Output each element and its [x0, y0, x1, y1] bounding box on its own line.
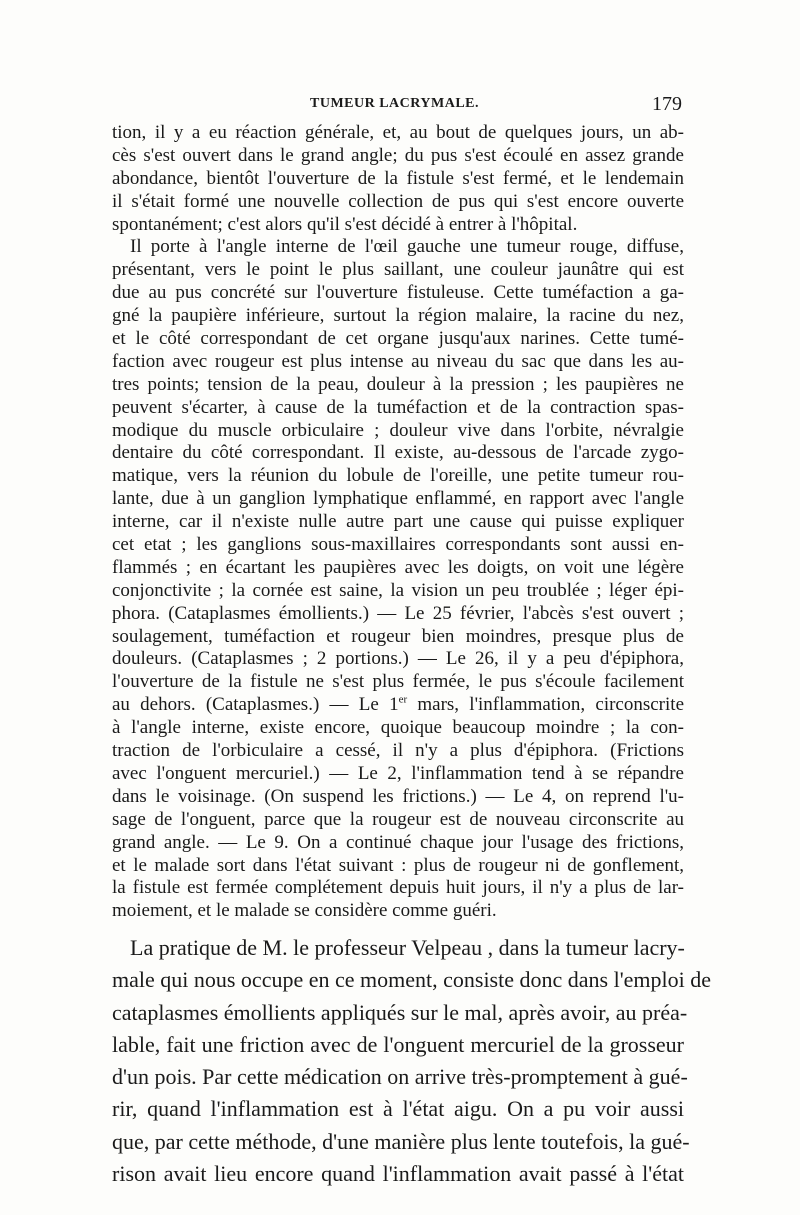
- text-line: modique du muscle orbiculaire ; douleur vive dans l'orbite, névralgie: [112, 419, 684, 441]
- text-line: et le côté correspondant de cet organe jusqu'aux narines. Cette tumé-: [112, 328, 684, 350]
- text-line: cataplasmes émollients appliqués sur le mal, après avoir, au préa-: [112, 999, 688, 1025]
- page-number: 179: [652, 93, 682, 115]
- text-line: douleurs. (Cataplasmes ; 2 portions.) — Le 26, il y a peu d'épiphora,: [112, 648, 684, 670]
- text-fragment: mars, l'inflammation, circonscrite: [407, 694, 684, 716]
- text-line: soulagement, tuméfaction et rougeur bien moindres, presque plus de: [112, 625, 684, 647]
- text-line: cès s'est ouvert dans le grand angle; du pus s'est écoulé en assez grande: [112, 144, 684, 166]
- text-line: matique, vers la réunion du lobule de l'oreille, une petite tumeur rou-: [112, 465, 684, 487]
- text-line: tres points; tension de la peau, douleur à la pression ; les paupières ne: [112, 373, 684, 395]
- case-report-text: [112, 122, 684, 923]
- text-line: rison avait lieu encore quand l'inflammation avait passé à l'état: [112, 1161, 684, 1187]
- text-line: peuvent s'écarter, à cause de la tuméfaction et de la contraction spas-: [112, 396, 684, 418]
- text-line: dentaire du côté correspondant. Il existe, au-dessous de l'arcade zygo-: [112, 442, 684, 464]
- text-line: gné la paupière inférieure, surtout la région malaire, la racine du nez,: [112, 305, 684, 327]
- text-line: faction avec rougeur est plus intense au niveau du sac que dans les au-: [112, 350, 684, 372]
- text-line: grand angle. — Le 9. On a continué chaque jour l'usage des frictions,: [112, 831, 684, 853]
- text-line: que, par cette méthode, d'une manière plus lente toutefois, la gué-: [112, 1128, 690, 1154]
- page-header: [112, 93, 682, 120]
- text-line: sage de l'onguent, parce que la rougeur est de nouveau circonscrite au: [112, 808, 684, 830]
- text-line: dans le voisinage. (On suspend les frictions.) — Le 4, on reprend l'u-: [112, 785, 684, 807]
- text-line: avec l'onguent mercuriel.) — Le 2, l'inflammation tend à se répandre: [112, 762, 684, 784]
- text-line: flammés ; en écartant les paupières avec les doigts, on voit une légère: [112, 556, 684, 578]
- text-line: la fistule est fermée complétement depuis huit jours, il n'y a plus de lar-: [112, 877, 684, 899]
- text-line: rir, quand l'inflammation est à l'état aigu. On a pu voir aussi: [112, 1096, 684, 1122]
- text-line: male qui nous occupe en ce moment, consiste donc dans l'emploi de: [112, 967, 712, 993]
- text-line: tion, il y a eu réaction générale, et, au bout de quelques jours, un ab-: [112, 122, 684, 143]
- text-line: moiement, et le malade se considère comme guéri.: [112, 900, 497, 922]
- text-fragment: au dehors. (Cataplasmes.) — Le 1: [112, 694, 399, 716]
- text-line: conjonctivite ; la cornée est saine, la vision un peu troublée ; léger épi-: [112, 579, 684, 601]
- text-line: traction de l'orbiculaire a cessé, il n'y a plus d'épiphora. (Frictions: [112, 740, 684, 762]
- text-line: due au pus concrété sur l'ouverture fistuleuse. Cette tuméfaction a ga-: [112, 282, 684, 304]
- text-line: abondance, bientôt l'ouverture de la fistule s'est fermé, et le lendemain: [112, 167, 684, 189]
- text-line: lante, due à un ganglion lymphatique enflammé, en rapport avec l'angle: [112, 488, 684, 510]
- text-line: d'un pois. Par cette médication on arrive très-promptement à gué-: [112, 1064, 688, 1090]
- text-line: à l'angle interne, existe encore, quoique beaucoup moindre ; la con-: [112, 717, 684, 739]
- text-line: [112, 694, 684, 717]
- text-line: interne, car il n'existe nulle autre part une cause qui puisse expliquer: [112, 511, 684, 533]
- text-line: spontanément; c'est alors qu'il s'est décidé à entrer à l'hôpital.: [112, 213, 578, 235]
- text-line: cet etat ; les ganglions sous-maxillaires correspondants sont aussi en-: [112, 534, 684, 556]
- running-title: TUMEUR LACRYMALE.: [310, 96, 480, 111]
- superscript: er: [398, 693, 408, 706]
- text-line: phora. (Cataplasmes émollients.) — Le 25 février, l'abcès s'est ouvert ;: [112, 602, 684, 624]
- commentary-text: [112, 932, 712, 1190]
- text-line: il s'était formé une nouvelle collection de pus qui s'est encore ouverte: [112, 190, 684, 212]
- text-line: lable, fait une friction avec de l'onguent mercuriel de la grosseur: [112, 1031, 684, 1057]
- text-line: présentant, vers le point le plus saillant, une couleur jaunâtre qui est: [112, 259, 684, 281]
- text-line: Il porte à l'angle interne de l'œil gauche une tumeur rouge, diffuse,: [130, 236, 684, 258]
- text-line: et le malade sort dans l'état suivant : plus de rougeur ni de gonflement,: [112, 854, 684, 876]
- text-line: La pratique de M. le professeur Velpeau , dans la tumeur lacry-: [130, 935, 685, 960]
- text-line: l'ouverture de la fistule ne s'est plus fermée, le pus s'écoule facilement: [112, 671, 684, 693]
